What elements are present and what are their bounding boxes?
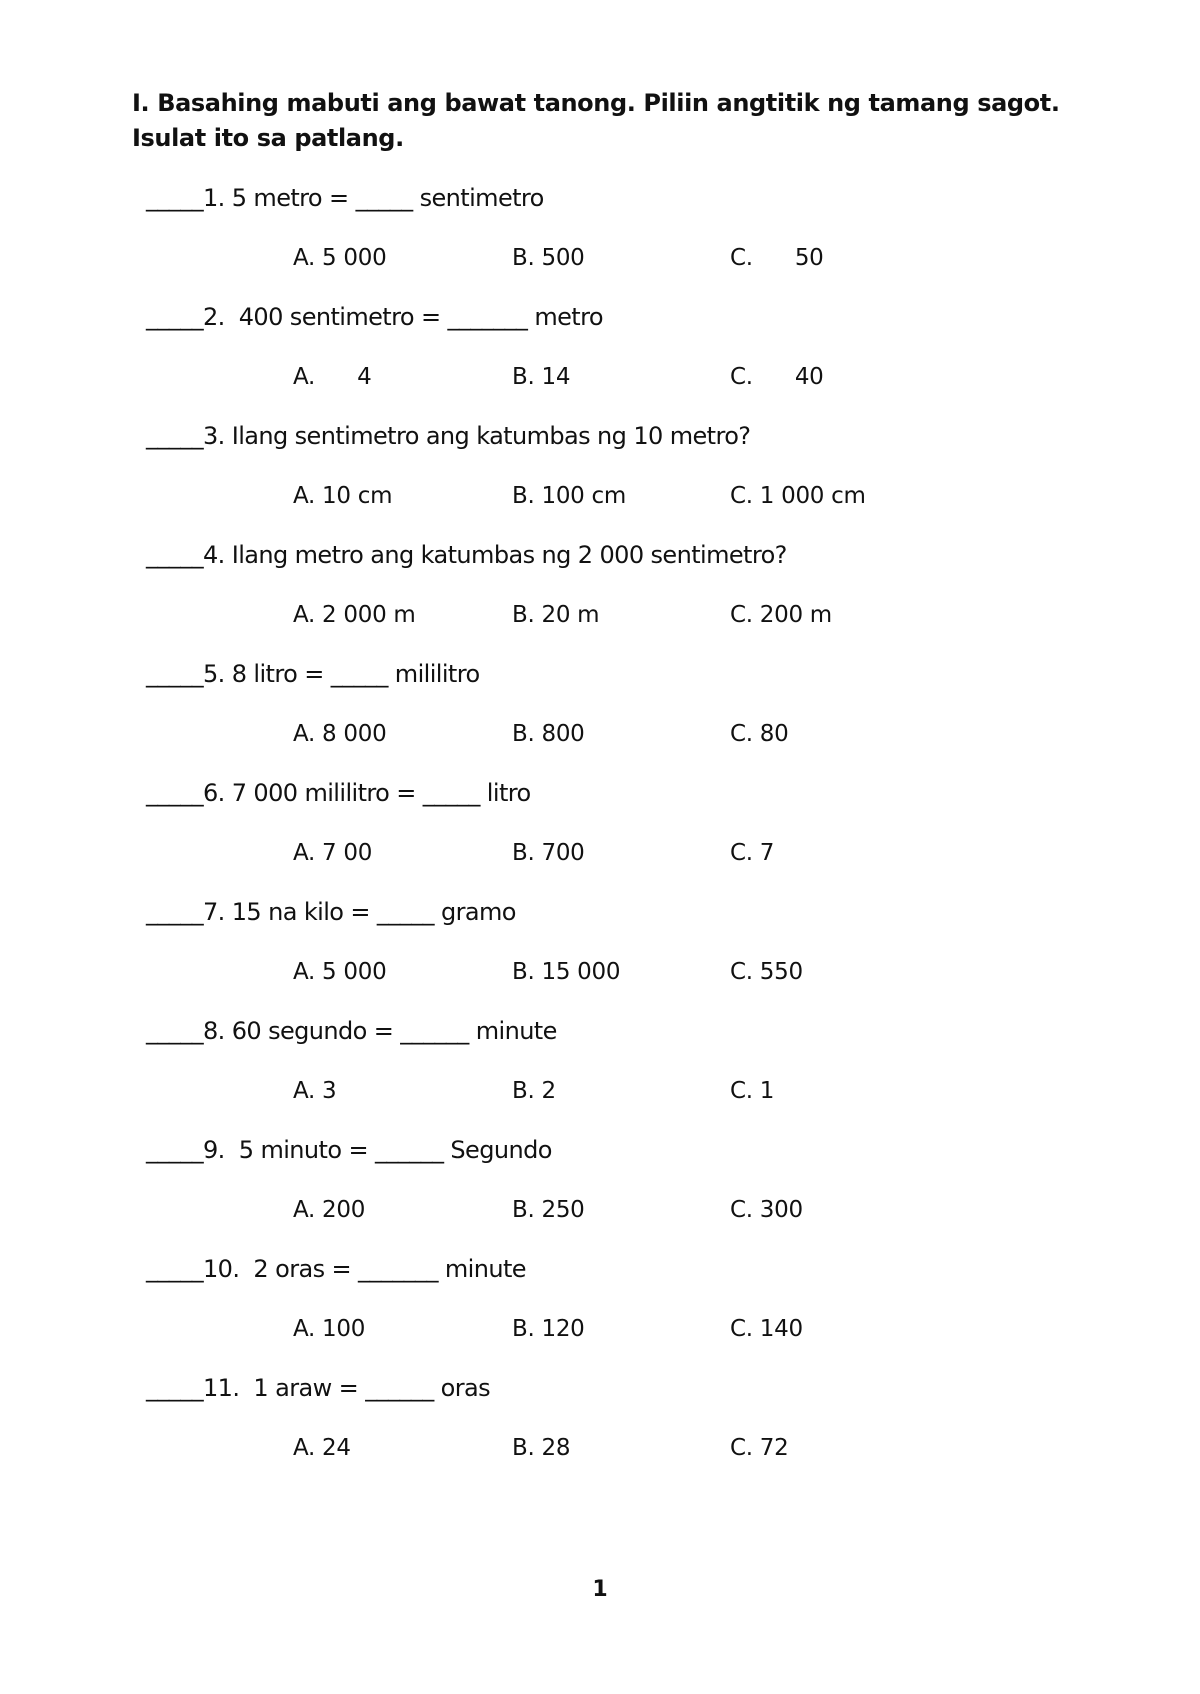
question-3: _____3. Ilang sentimetro ang katumbas ng 10 metro? bbox=[146, 422, 751, 450]
choices-2 bbox=[0, 361, 1200, 393]
choices-7 bbox=[0, 956, 1200, 988]
choice-c: C. 50 bbox=[730, 245, 824, 271]
question-9: _____9. 5 minuto = ______ Segundo bbox=[146, 1136, 552, 1164]
choices-3 bbox=[0, 480, 1200, 512]
choice-a: A. 200 bbox=[293, 1197, 366, 1223]
choice-c: C. 72 bbox=[730, 1435, 789, 1461]
choices-1 bbox=[0, 242, 1200, 274]
choice-c: C. 200 m bbox=[730, 602, 832, 628]
instructions-heading: I. Basahing mabuti ang bawat tanong. Piliin angtitik ng tamang sagot. Isulat ito sa patlang. bbox=[132, 89, 1060, 152]
choice-b: B. 800 bbox=[512, 721, 585, 747]
choice-a: A. 5 000 bbox=[293, 959, 387, 985]
choices-5 bbox=[0, 718, 1200, 750]
choice-a: A. 4 bbox=[293, 364, 372, 390]
choice-b: B. 28 bbox=[512, 1435, 571, 1461]
question-5: _____5. 8 litro = _____ mililitro bbox=[146, 660, 480, 688]
choice-a: A. 2 000 m bbox=[293, 602, 416, 628]
choice-b: B. 14 bbox=[512, 364, 571, 390]
question-10: _____10. 2 oras = _______ minute bbox=[146, 1255, 526, 1283]
choice-a: A. 8 000 bbox=[293, 721, 387, 747]
choice-b: B. 250 bbox=[512, 1197, 585, 1223]
choice-c: C. 300 bbox=[730, 1197, 803, 1223]
page-number: 1 bbox=[592, 1577, 608, 1602]
question-8: _____8. 60 segundo = ______ minute bbox=[146, 1017, 557, 1045]
choice-b: B. 700 bbox=[512, 840, 585, 866]
choice-b: B. 120 bbox=[512, 1316, 585, 1342]
question-1: _____1. 5 metro = _____ sentimetro bbox=[146, 184, 544, 212]
choice-c: C. 7 bbox=[730, 840, 775, 866]
choice-c: C. 1 000 cm bbox=[730, 483, 866, 509]
choice-a: A. 10 cm bbox=[293, 483, 393, 509]
choice-a: A. 24 bbox=[293, 1435, 351, 1461]
choice-c: C. 1 bbox=[730, 1078, 775, 1104]
choice-b: B. 100 cm bbox=[512, 483, 626, 509]
choice-a: A. 7 00 bbox=[293, 840, 373, 866]
choice-c: C. 80 bbox=[730, 721, 789, 747]
choice-c: C. 140 bbox=[730, 1316, 803, 1342]
choice-b: B. 500 bbox=[512, 245, 585, 271]
choice-a: A. 3 bbox=[293, 1078, 337, 1104]
choice-a: A. 100 bbox=[293, 1316, 366, 1342]
question-4: _____4. Ilang metro ang katumbas ng 2 000 sentimetro? bbox=[146, 541, 787, 569]
question-7: _____7. 15 na kilo = _____ gramo bbox=[146, 898, 516, 926]
choices-6 bbox=[0, 837, 1200, 869]
choice-c: C. 550 bbox=[730, 959, 803, 985]
choices-8 bbox=[0, 1075, 1200, 1107]
choice-c: C. 40 bbox=[730, 364, 824, 390]
choice-b: B. 2 bbox=[512, 1078, 556, 1104]
choice-b: B. 15 000 bbox=[512, 959, 621, 985]
question-2: _____2. 400 sentimetro = _______ metro bbox=[146, 303, 603, 331]
question-6: _____6. 7 000 mililitro = _____ litro bbox=[146, 779, 531, 807]
choice-b: B. 20 m bbox=[512, 602, 600, 628]
choices-10 bbox=[0, 1313, 1200, 1345]
choices-9 bbox=[0, 1194, 1200, 1226]
choices-4 bbox=[0, 599, 1200, 631]
choices-11 bbox=[0, 1432, 1200, 1464]
question-11: _____11. 1 araw = ______ oras bbox=[146, 1374, 490, 1402]
choice-a: A. 5 000 bbox=[293, 245, 387, 271]
